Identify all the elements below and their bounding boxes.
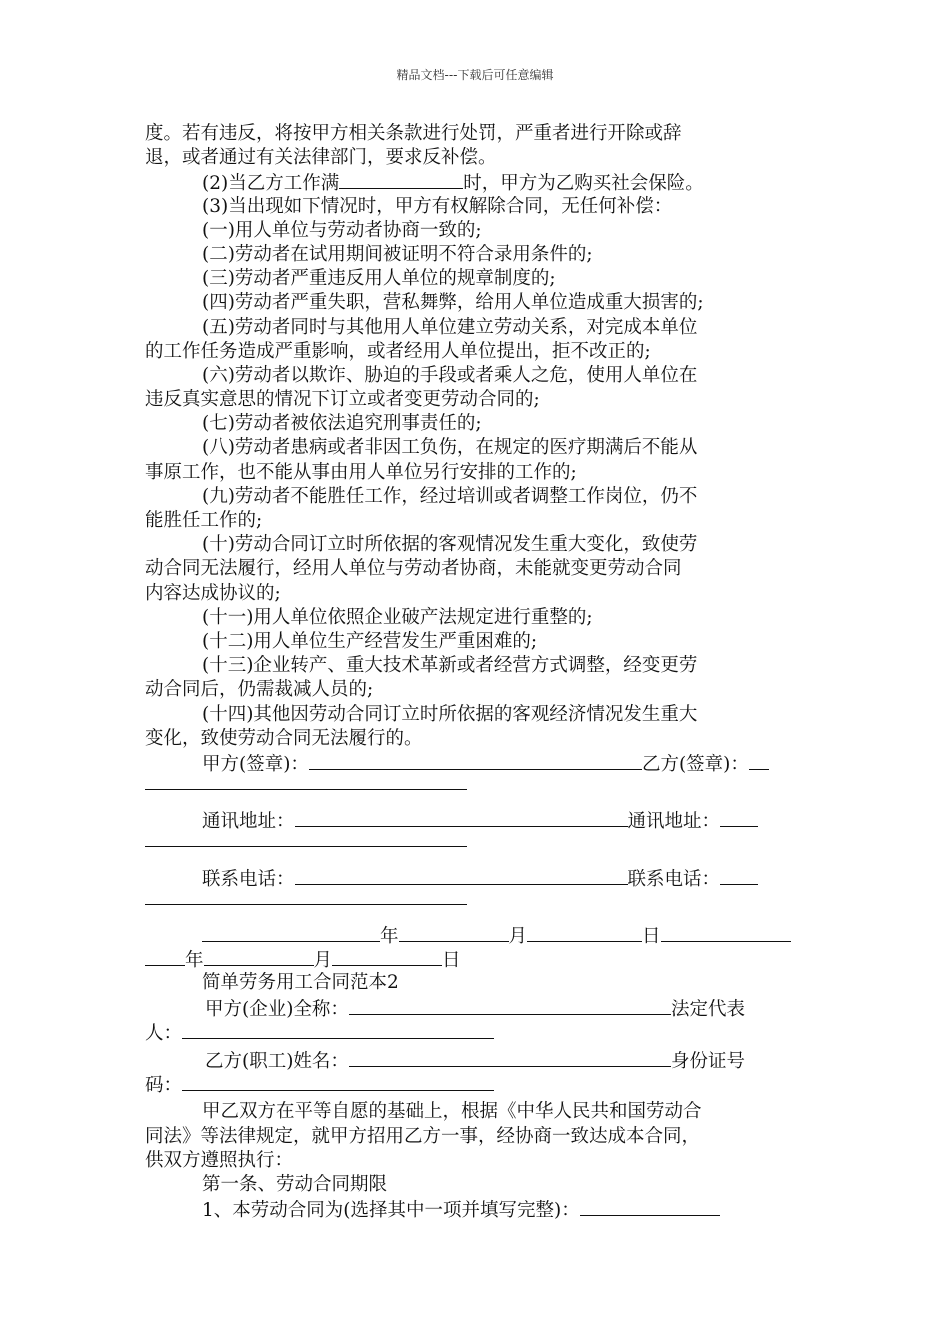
text-line: 事原工作，也不能从事由用人单位另行安排的工作的; bbox=[145, 461, 577, 483]
page-header: 精品文档---下载后可任意编辑 bbox=[396, 68, 554, 82]
blank-line bbox=[145, 832, 810, 856]
text-line: 内容达成协议的; bbox=[145, 582, 281, 604]
year-b-blank[interactable] bbox=[661, 923, 791, 942]
clause-item: (六)劳动者以欺诈、胁迫的手段或者乘人之危，使用人单位在 bbox=[202, 364, 698, 386]
text-line: (3)当出现如下情况时，甲方有权解除合同，无任何补偿： bbox=[202, 195, 673, 217]
clause-item: (四)劳动者严重失职，营私舞弊，给用人单位造成重大损害的; bbox=[202, 292, 704, 314]
address-b-label: 通讯地址： bbox=[627, 811, 721, 833]
legal-rep-label: 法定代表 bbox=[670, 998, 745, 1020]
legal-rep-row bbox=[145, 1020, 810, 1044]
text-line: 退，或者通过有关法律部门，要求反补偿。 bbox=[145, 147, 497, 169]
document-body bbox=[145, 122, 810, 1221]
month-label: 月 bbox=[313, 950, 333, 972]
text-span: 时，甲方为乙购买社会保险。 bbox=[463, 173, 704, 195]
text-span: (2)当乙方工作满 bbox=[202, 173, 340, 195]
id-number-label: 身份证号 bbox=[670, 1050, 745, 1072]
text-line: 变化，致使劳动合同无法履行的。 bbox=[145, 727, 423, 749]
legal-rep-label-cont: 人： bbox=[145, 1022, 183, 1044]
clause-item: (十二)用人单位生产经营发生严重困难的; bbox=[202, 630, 538, 652]
month-label: 月 bbox=[508, 926, 528, 947]
party-b-seal-blank[interactable] bbox=[749, 751, 769, 770]
seal-row bbox=[145, 751, 810, 775]
address-a-blank[interactable] bbox=[295, 808, 628, 827]
party-a-seal-blank[interactable] bbox=[309, 751, 642, 770]
party-a-name-blank[interactable] bbox=[349, 996, 671, 1015]
clause-item: (十四)其他因劳动合同订立时所依据的客观经济情况发生重大 bbox=[202, 703, 698, 725]
day-label: 日 bbox=[442, 950, 461, 972]
clause-item: (七)劳动者被依法追究刑事责任的; bbox=[202, 413, 482, 435]
phone-row bbox=[145, 866, 810, 890]
party-a-name-label: 甲方(企业)全称： bbox=[205, 998, 349, 1020]
contract-term-label: 1、本劳动合同为(选择其中一项并填写完整)： bbox=[202, 1200, 580, 1222]
intro-line: 甲乙双方在平等自愿的基础上，根据《中华人民共和国劳动合 bbox=[202, 1101, 702, 1123]
address-a-label: 通讯地址： bbox=[202, 811, 295, 833]
month-b-blank[interactable] bbox=[204, 947, 314, 966]
year-b-blank-cont[interactable] bbox=[145, 947, 185, 966]
party-b-name-label: 乙方(职工)姓名： bbox=[205, 1050, 349, 1072]
clause-item: (三)劳动者严重违反用人单位的规章制度的; bbox=[202, 268, 556, 290]
intro-line: 供双方遵照执行： bbox=[145, 1149, 294, 1171]
party-a-row bbox=[145, 996, 810, 1020]
text-line: 动合同无法履行，经用人单位与劳动者协商，未能就变更劳动合同 bbox=[145, 558, 682, 580]
phone-b-label: 联系电话： bbox=[627, 868, 721, 890]
address-row bbox=[145, 808, 810, 832]
party-b-seal-blank-cont[interactable] bbox=[145, 775, 467, 790]
clause-item: (十)劳动合同订立时所依据的客观情况发生重大变化，致使劳 bbox=[202, 534, 698, 556]
phone-a-blank[interactable] bbox=[295, 866, 628, 885]
year-a-blank[interactable] bbox=[202, 923, 380, 942]
clause-item: (五)劳动者同时与其他用人单位建立劳动关系，对完成本单位 bbox=[202, 316, 698, 338]
clause-item: (十一)用人单位依照企业破产法规定进行重整的; bbox=[202, 606, 593, 628]
date-row-b bbox=[145, 947, 810, 971]
party-b-seal-label: 乙方(签章)： bbox=[641, 753, 749, 775]
section-title: 简单劳务用工合同范本2 bbox=[202, 972, 399, 994]
phone-a-label: 联系电话： bbox=[202, 868, 295, 890]
intro-line: 同法》等法律规定，就甲方招用乙方一事，经协商一致达成本合同， bbox=[145, 1125, 701, 1147]
clause-item: (十三)企业转产、重大技术革新或者经营方式调整，经变更劳 bbox=[202, 655, 698, 677]
year-label: 年 bbox=[380, 926, 399, 947]
text-line: 度。若有违反，将按甲方相关条款进行处罚，严重者进行开除或辞 bbox=[145, 123, 682, 144]
phone-b-blank[interactable] bbox=[720, 866, 758, 885]
clause-item: (二)劳动者在试用期间被证明不符合录用条件的; bbox=[202, 243, 593, 265]
party-b-row bbox=[145, 1048, 810, 1072]
legal-rep-blank[interactable] bbox=[182, 1020, 494, 1039]
text-line: 动合同后，仍需裁减人员的; bbox=[145, 679, 374, 701]
phone-b-blank-cont[interactable] bbox=[145, 890, 467, 905]
work-duration-blank[interactable] bbox=[339, 170, 463, 189]
article-heading: 第一条、劳动合同期限 bbox=[202, 1173, 388, 1195]
address-b-blank[interactable] bbox=[720, 808, 758, 827]
social-insurance-clause bbox=[145, 170, 810, 194]
id-number-label-cont: 码： bbox=[145, 1075, 183, 1097]
month-a-blank[interactable] bbox=[399, 923, 509, 942]
address-b-blank-cont[interactable] bbox=[145, 832, 467, 847]
text-line: 的工作任务造成严重影响，或者经用人单位提出，拒不改正的; bbox=[145, 340, 651, 362]
clause-item: (一)用人单位与劳动者协商一致的; bbox=[202, 219, 482, 241]
text-line: 能胜任工作的; bbox=[145, 510, 263, 531]
year-label: 年 bbox=[185, 950, 204, 972]
party-a-seal-label: 甲方(签章)： bbox=[202, 753, 309, 775]
contract-term-row bbox=[145, 1197, 810, 1221]
id-number-blank[interactable] bbox=[182, 1072, 494, 1091]
blank-line bbox=[145, 775, 810, 799]
day-b-blank[interactable] bbox=[332, 947, 442, 966]
party-b-name-blank[interactable] bbox=[349, 1048, 671, 1067]
clause-item: (八)劳动者患病或者非因工负伤，在规定的医疗期满后不能从 bbox=[202, 437, 698, 459]
blank-line bbox=[145, 890, 810, 914]
id-number-row bbox=[145, 1072, 810, 1096]
date-row-a bbox=[145, 923, 810, 947]
clause-item: (九)劳动者不能胜任工作，经过培训或者调整工作岗位，仍不 bbox=[202, 485, 698, 507]
day-a-blank[interactable] bbox=[527, 923, 642, 942]
day-label: 日 bbox=[642, 926, 661, 947]
contract-term-blank[interactable] bbox=[580, 1197, 720, 1216]
text-line: 违反真实意思的情况下订立或者变更劳动合同的; bbox=[145, 389, 540, 411]
